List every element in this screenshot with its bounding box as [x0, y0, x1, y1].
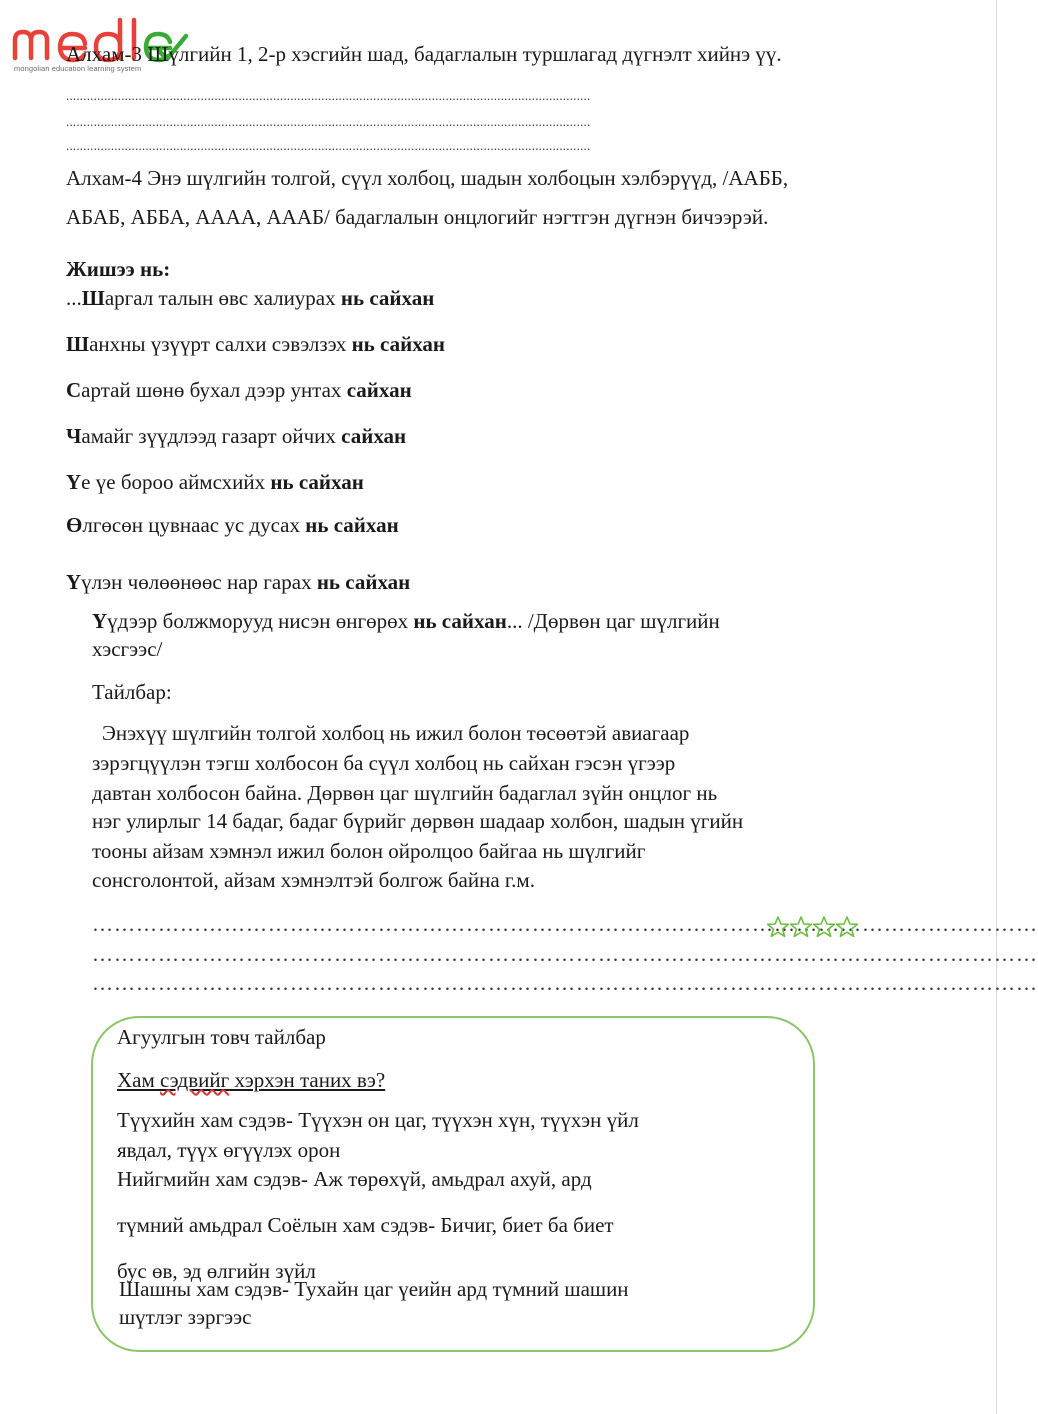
- star-icon: [837, 917, 858, 936]
- poem-source: хэсгээс/: [92, 637, 163, 661]
- answer-line-3: ........................................................................................................................................................: [66, 138, 591, 153]
- note-line: бус өв, эд өлгийн зүйл: [117, 1259, 316, 1283]
- note-title: Агуулгын товч тайлбар: [117, 1025, 326, 1049]
- explanation-label: Тайлбар:: [92, 680, 172, 704]
- answer-line-1: ........................................................................................................................................................: [66, 88, 591, 103]
- explanation-line: тооны айзам хэмнэл ижил болон ойролцоо байгаа нь шүлгийг: [92, 839, 646, 863]
- answer-line-2: ........................................................................................................................................................: [66, 114, 591, 129]
- poem-line: Сартай шөнө бухал дээр унтах сайхан: [66, 378, 412, 402]
- poem-line: ...Шаргал талын өвс халиурах нь сайхан: [66, 286, 435, 310]
- note-line: Түүхийн хам сэдэв- Түүхэн он цаг, түүхэн хүн, түүхэн үйл: [117, 1108, 639, 1132]
- logo-tagline: mongolian education learning system: [14, 64, 142, 73]
- explanation-line: нэг улирлыг 14 бадаг, бадаг бүрийг дөрвөн шадаар холбон, шадын үгийн: [92, 809, 744, 833]
- note-line: Нийгмийн хам сэдэв- Аж төрөхүй, амьдрал ахуй, ард: [117, 1167, 592, 1191]
- star-rating-icons: [766, 915, 860, 941]
- explanation-line: зэрэгцүүлэн тэгш холбосон ба сүүл холбоц нь сайхан гэсэн үгээр: [92, 751, 676, 775]
- poem-line: Үүдээр болжморууд нисэн өнгөрөх нь сайхан... /Дөрвөн цаг шүлгийн: [92, 609, 720, 633]
- poem-line: Өлгөсөн цувнаас ус дусах нь сайхан: [66, 513, 399, 537]
- note-line: Шашны хам сэдэв- Тухайн цаг үеийн ард түмний шашин: [119, 1277, 629, 1301]
- note-line: явдал, түүх өгүүлэх орон: [117, 1138, 341, 1162]
- explanation-line: давтан холбосон байна. Дөрвөн цаг шүлгийн бадаглал зүйн онцлог нь: [92, 781, 718, 805]
- note-line: шүтлэг зэргээс: [119, 1305, 252, 1329]
- answer-dots-2: …………………………………………………………………………………………………………………: [92, 942, 1038, 966]
- star-icon: [768, 917, 789, 936]
- example-heading: Жишээ нь:: [66, 257, 171, 281]
- note-subtitle: Хам сэдвийг хэрхэн таних вэ?: [117, 1068, 386, 1092]
- note-line: түмний амьдрал Соёлын хам сэдэв- Бичиг, биет ба биет: [117, 1213, 614, 1237]
- poem-line: Үүлэн чөлөөнөөс нар гарах нь сайхан: [66, 570, 411, 594]
- step4-line-2: АБАБ, АББА, АААА, АААБ/ бадаглалын онцлогийг нэгтгэн дүгнэн бичээрэй.: [66, 205, 769, 229]
- poem-line: Үе үе бороо аймсхийх нь сайхан: [66, 470, 364, 494]
- explanation-line: сонсголонтой, айзам хэмнэлтэй болгож байна г.м.: [92, 868, 535, 892]
- answer-dots-1: …………………………………………………………………………………………………………………: [92, 912, 1038, 936]
- step4-line-1: Алхам-4 Энэ шүлгийн толгой, сүүл холбоц, шадын холбоцын хэлбэрүүд, /ААББ,: [66, 166, 789, 190]
- answer-dots-3: …………………………………………………………………………………………………………………: [92, 971, 1038, 995]
- star-icon: [814, 917, 835, 936]
- star-icon: [791, 917, 812, 936]
- step3-text: Алхам-3 Шүлгийн 1, 2-р хэсгийн шад, бадаглалын туршлагад дүгнэлт хийнэ үү.: [66, 42, 782, 66]
- poem-line: Чамайг зүүдлээд газарт ойчих сайхан: [66, 424, 407, 448]
- explanation-line: Энэхүү шүлгийн толгой холбоц нь ижил болон төсөөтэй авиагаар: [102, 721, 690, 745]
- poem-line: Шанхны үзүүрт салхи сэвэлзэх нь сайхан: [66, 332, 446, 356]
